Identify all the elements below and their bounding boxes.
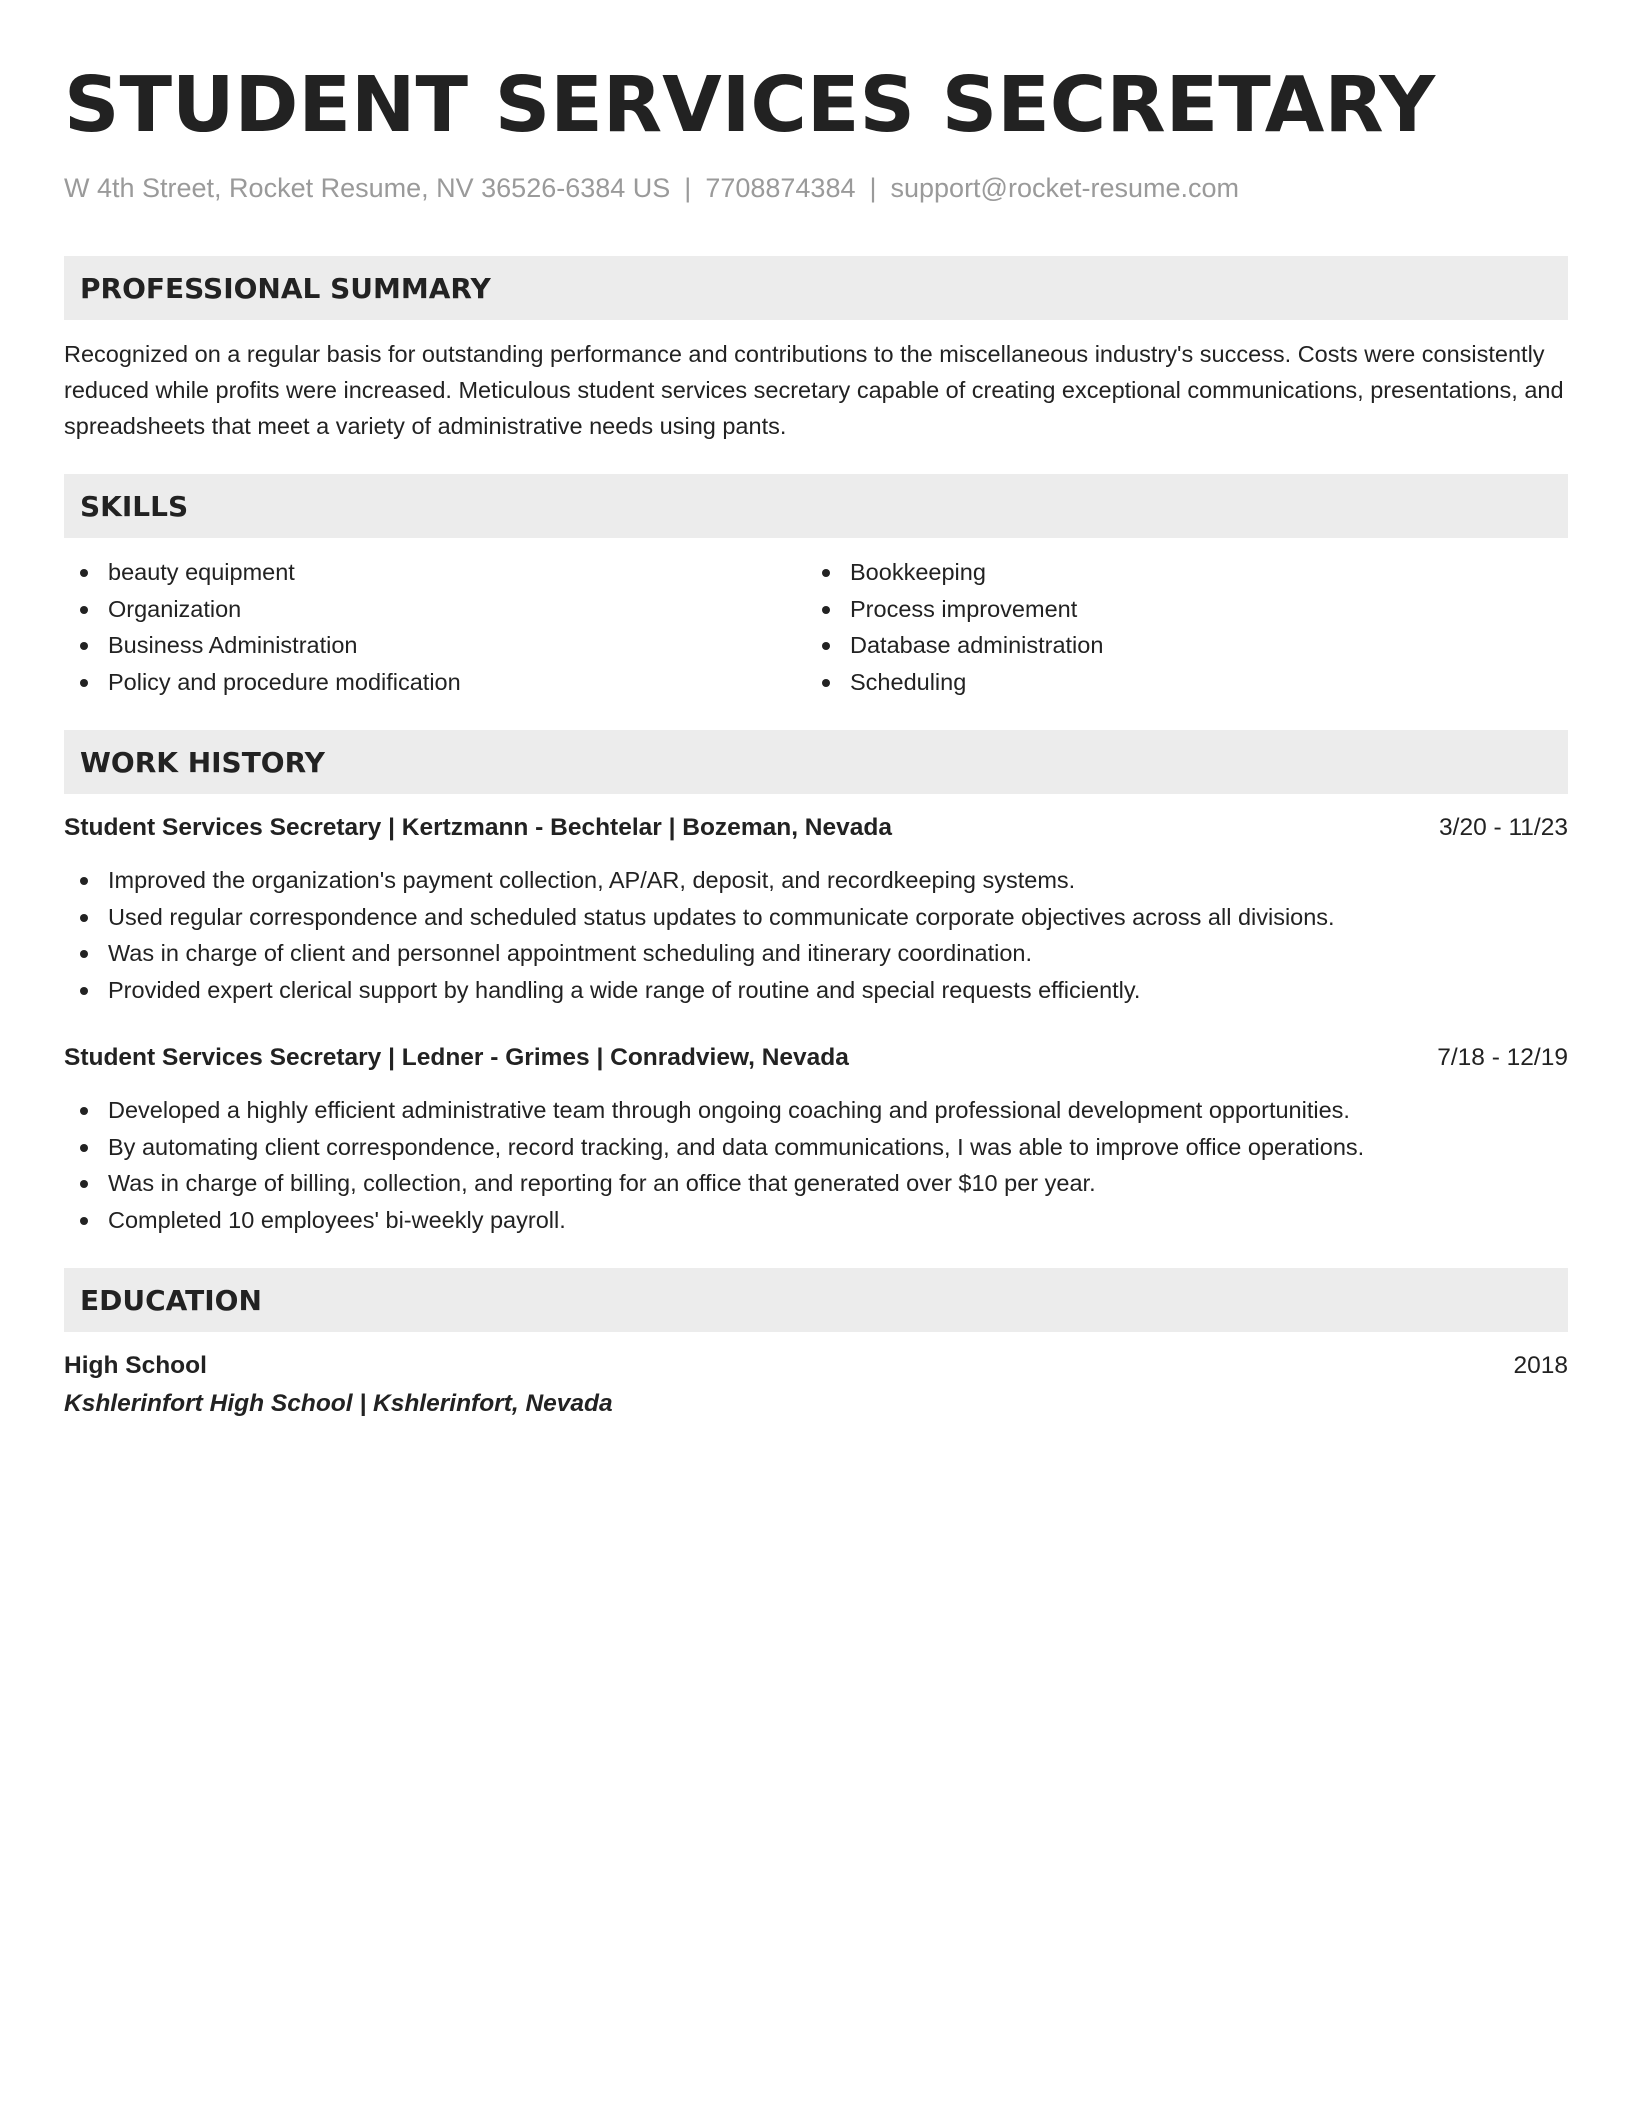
skill-item: Business Administration (64, 627, 806, 664)
work-history-heading: WORK HISTORY (64, 730, 1568, 794)
summary-heading: PROFESSIONAL SUMMARY (64, 256, 1568, 320)
job-dates: 3/20 - 11/23 (1439, 814, 1568, 841)
job-bullet: Was in charge of billing, collection, and reporting for an office that generated over $10 per year. (64, 1165, 1568, 1202)
job-bullet: Completed 10 employees' bi-weekly payroll. (64, 1202, 1568, 1239)
job-title: Student Services Secretary | Kertzmann - Bechtelar | Bozeman, Nevada (64, 814, 892, 841)
education-school: Kshlerinfort High School | Kshlerinfort, Nevada (64, 1390, 613, 1417)
job-entry (64, 1040, 1568, 1238)
contact-address: W 4th Street, Rocket Resume, NV 36526-6384 US (64, 173, 671, 203)
skills-list (64, 554, 1568, 700)
skill-item: beauty equipment (64, 554, 806, 591)
contact-email: support@rocket-resume.com (890, 173, 1240, 203)
education-heading: EDUCATION (64, 1268, 1568, 1332)
skills-heading: SKILLS (64, 474, 1568, 538)
contact-line (64, 170, 1568, 206)
skill-item: Process improvement (806, 591, 1548, 628)
job-bullet: Provided expert clerical support by handling a wide range of routine and special requests efficiently. (64, 972, 1568, 1009)
job-header (64, 810, 1568, 846)
contact-separator: | (869, 173, 877, 203)
job-header (64, 1040, 1568, 1076)
skills-column-left (64, 554, 806, 700)
education-entry (64, 1348, 1568, 1384)
job-bullet: Used regular correspondence and scheduled status updates to communicate corporate objectives across all divisions. (64, 899, 1568, 936)
job-dates: 7/18 - 12/19 (1437, 1044, 1568, 1071)
job-bullet: Developed a highly efficient administrative team through ongoing coaching and professional development opportunities. (64, 1092, 1568, 1129)
job-bullets (64, 862, 1568, 1008)
skill-item: Scheduling (806, 664, 1548, 701)
contact-phone: 7708874384 (705, 173, 856, 203)
skill-item: Organization (64, 591, 806, 628)
candidate-name: STUDENT SERVICES SECRETARY (64, 61, 1436, 150)
contact-separator: | (684, 173, 692, 203)
skill-item: Bookkeeping (806, 554, 1548, 591)
job-entry (64, 810, 1568, 1008)
skills-column-right (806, 554, 1548, 700)
skill-item: Database administration (806, 627, 1548, 664)
job-title: Student Services Secretary | Ledner - Grimes | Conradview, Nevada (64, 1044, 849, 1071)
education-year: 2018 (1513, 1352, 1568, 1379)
job-bullet: Improved the organization's payment collection, AP/AR, deposit, and recordkeeping systems. (64, 862, 1568, 899)
job-bullets (64, 1092, 1568, 1238)
education-degree: High School (64, 1352, 207, 1379)
skill-item: Policy and procedure modification (64, 664, 806, 701)
job-bullet: Was in charge of client and personnel appointment scheduling and itinerary coordination. (64, 935, 1568, 972)
summary-text: Recognized on a regular basis for outstanding performance and contributions to the miscellaneous industry's success. Costs were consistently reduced while profits were increased. Meticulous student services secretary capable of creating exceptional communications, presentations, and spreadsheets that meet a variety of administrative needs using pants. (64, 341, 1564, 439)
job-bullet: By automating client correspondence, record tracking, and data communications, I was able to improve office operations. (64, 1129, 1568, 1166)
